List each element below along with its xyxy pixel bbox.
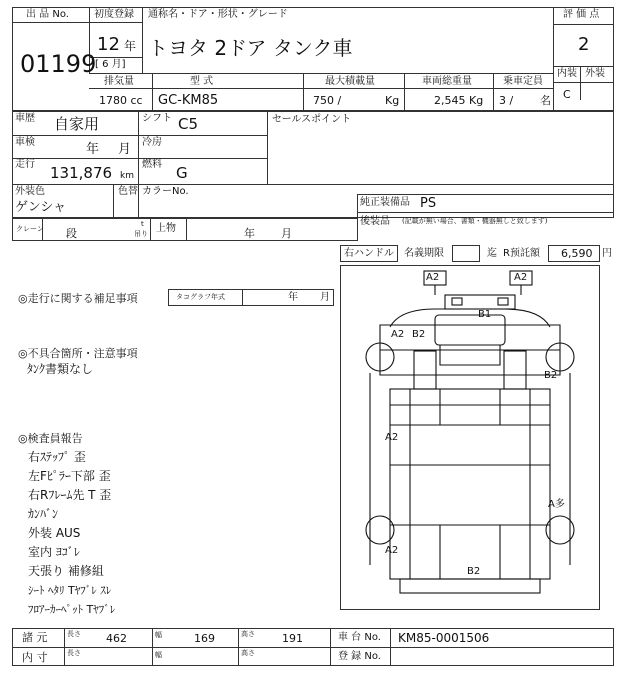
car-name: トヨタ 2ドア タンク車 [148, 36, 353, 60]
gross-weight-value: 2,545 Kg [434, 94, 484, 107]
first-reg-year-unit: 年 [124, 39, 137, 53]
upper-month: 月 [281, 227, 292, 240]
title-change-box [452, 245, 480, 262]
history-label: 車歴 [15, 113, 35, 124]
damage-label-left-rear: A2 [385, 545, 399, 556]
tacho-month: 月 [320, 292, 330, 303]
damage-label-right-rear: A多 [548, 499, 565, 510]
color-change-label: 色替 [118, 186, 138, 197]
first-reg-year: 12 [97, 34, 120, 55]
dims-label: 諸 元 [22, 631, 48, 644]
max-load-value: 750 / [313, 94, 342, 107]
inspector-report-line: 外装 AUS [28, 526, 81, 540]
title-change-label: 名義期限 [404, 248, 444, 259]
aircon-label: 冷房 [142, 137, 162, 148]
first-reg-label: 初度登録 [94, 9, 134, 20]
chassis-label: 車 台 No. [338, 632, 381, 643]
aftermarket-note: (記載が無い場合、書類・機器無しと致します) [402, 217, 548, 225]
inner-length-label: 長さ [67, 649, 81, 657]
r-rate-unit: 円 [602, 248, 612, 259]
displacement-value: 1780 cc [99, 94, 143, 107]
inspector-report-line: 右Rﾌﾚｰﾑ先 T 歪 [28, 488, 112, 502]
length-label: 長さ [67, 630, 81, 638]
color-no-label: カラーNo. [142, 186, 189, 197]
inspection-month: 月 [118, 142, 132, 157]
tacho-year: 年 [288, 292, 298, 303]
capacity-unit: 名 [540, 94, 551, 107]
model-label: 型 式 [190, 76, 214, 87]
inspector-report-list [28, 448, 328, 619]
damage-label-rear-bumper: B2 [467, 566, 481, 577]
max-load-label: 最大積載量 [325, 76, 375, 87]
max-load-unit: Kg [385, 94, 400, 107]
capacity-label: 乗車定員 [503, 76, 543, 87]
exterior-label: 外装 [585, 68, 605, 79]
factory-equip-value: PS [420, 196, 437, 211]
crane-stage: 段 [66, 227, 77, 240]
fuel-value: G [176, 164, 188, 182]
crane-row [12, 218, 358, 241]
height-value: 191 [282, 632, 303, 645]
lot-number: 01199 [20, 50, 97, 78]
inner-width-label: 幅 [155, 651, 162, 659]
gross-weight-label: 車両総重量 [422, 76, 472, 87]
inspector-report-line: 左Fﾋﾟﾗｰ下部 歪 [28, 469, 111, 483]
interior-label: 内装 [557, 68, 577, 79]
damage-label-left-door: A2 [391, 329, 405, 340]
inspector-label: ◎検査員報告 [18, 432, 83, 445]
aftermarket-label: 後装品 [360, 216, 390, 227]
shift-label: シフト [142, 113, 172, 124]
length-value: 462 [106, 632, 127, 645]
color-label: 外装色 [15, 186, 45, 197]
damage-label-windshield: B1 [478, 309, 492, 320]
height-label: 高さ [241, 630, 255, 638]
r-rate-value: 6,590 [561, 247, 593, 260]
inner-height-label: 高さ [241, 649, 255, 657]
damage-label-left-tank: A2 [385, 432, 399, 443]
displacement-label: 排気量 [104, 76, 134, 87]
upper-label: 上物 [156, 223, 176, 234]
inspection-label: 車検 [15, 137, 35, 148]
width-value: 169 [194, 632, 215, 645]
shift-value: C5 [178, 115, 199, 133]
damage-label-right-mirror: A2 [514, 272, 528, 283]
inspector-report-line: 室内 ﾖｺﾞﾚ [28, 545, 80, 559]
car-name-label: 通称名・ドア・形状・グレード [148, 9, 288, 20]
tacho-label: タコグラフ年式 [176, 293, 225, 301]
fuel-label: 燃料 [142, 159, 162, 170]
score-value: 2 [578, 34, 590, 55]
inspector-report-line: ｼｰﾄ ﾍﾀﾘ Tﾔﾌﾞﾚ ｽﾚ [28, 584, 112, 597]
model-value: GC-KM85 [158, 93, 219, 108]
inspector-report-line: 右ｽﾃｯﾌﾟ 歪 [28, 450, 86, 464]
defect-text: ﾀﾝｸ書類なし [27, 362, 94, 376]
driving-notes-label: ◎走行に関する補足事項 [18, 292, 138, 305]
r-rate-label: R预託額 [503, 248, 540, 259]
lot-label: 出 品 No. [26, 9, 69, 20]
score-label: 評 価 点 [563, 9, 600, 20]
crane-ton-top: t [141, 220, 144, 228]
inspector-report-line: 天張り 補修組 [28, 564, 104, 578]
crane-ton-bottom: 吊り [134, 230, 148, 238]
inner-dims-label: 内 寸 [22, 651, 48, 664]
mileage-value: 131,876 [50, 164, 113, 182]
damage-label-left-pillar: B2 [412, 329, 426, 340]
color-value: ゲンシャ [15, 200, 67, 215]
chassis-number: KM85-0001506 [398, 631, 490, 645]
first-reg-month: [ 6 月] [95, 59, 126, 70]
sales-point-label: セールスポイント [272, 114, 352, 125]
factory-equip-label: 純正装備品 [360, 197, 410, 208]
mileage-unit: km [120, 171, 134, 181]
vehicle-diagram [340, 265, 600, 610]
upper-year: 年 [244, 227, 255, 240]
inspector-report-line: ﾌﾛｱｰｶｰﾍﾟｯﾄ Tﾔﾌﾞﾚ [28, 603, 116, 616]
damage-label-right-step: B2 [544, 370, 558, 381]
mileage-label: 走行 [15, 159, 35, 170]
interior-grade: C [563, 88, 571, 101]
until-label: 迄 [487, 248, 497, 259]
capacity-value: 3 / [499, 94, 514, 107]
defect-label: ◎不具合箇所・注意事項 [18, 347, 138, 360]
rhd-label: 右ハンドル [344, 248, 394, 259]
registration-label: 登 録 No. [338, 651, 381, 662]
inspection-year: 年 [86, 142, 100, 157]
inspector-report-line: ｶﾝﾊﾞﾝ [28, 507, 59, 521]
history-value: 自家用 [54, 115, 100, 133]
width-label: 幅 [155, 631, 162, 639]
damage-label-left-mirror: A2 [426, 272, 440, 283]
crane-label: クレーン [16, 225, 44, 233]
